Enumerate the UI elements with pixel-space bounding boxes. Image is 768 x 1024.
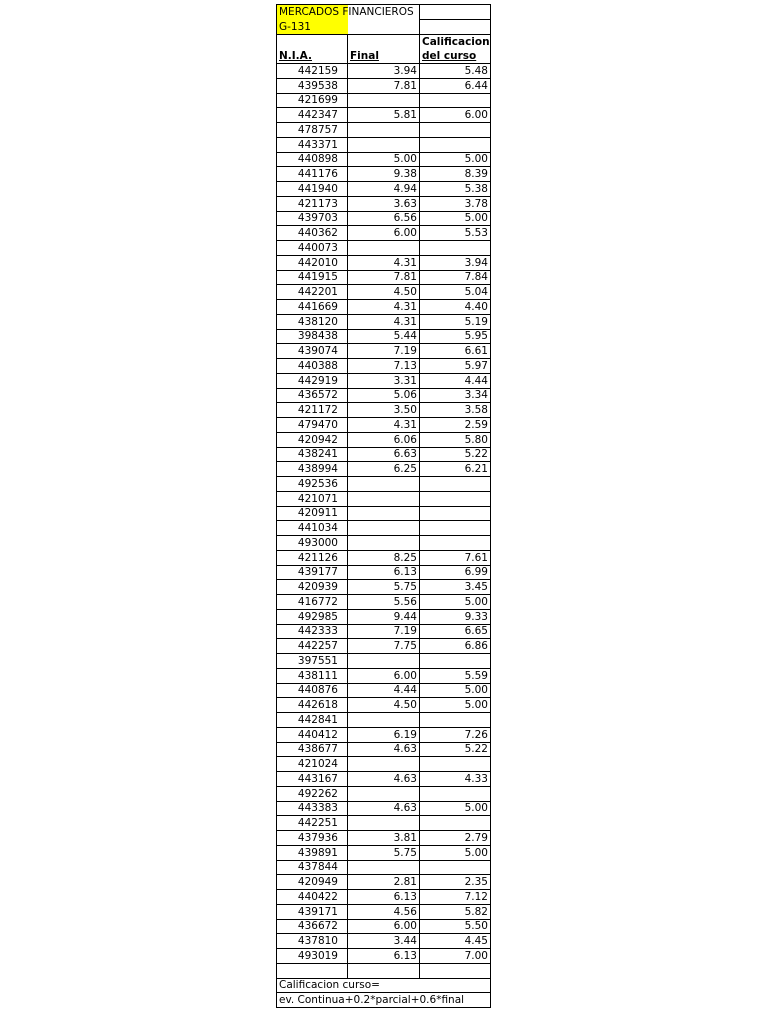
title-cell[interactable] bbox=[277, 5, 414, 20]
table-row bbox=[277, 860, 491, 875]
final-cell[interactable]: 4.31 bbox=[348, 255, 420, 270]
nia-cell[interactable]: 416772 bbox=[277, 595, 348, 610]
nia-cell[interactable]: 492536 bbox=[277, 477, 348, 492]
nia-cell[interactable]: 441176 bbox=[277, 167, 348, 182]
final-cell[interactable]: 6.56 bbox=[348, 211, 420, 226]
calif-cell[interactable] bbox=[420, 137, 491, 152]
calif-cell[interactable] bbox=[420, 506, 491, 521]
final-cell[interactable] bbox=[348, 713, 420, 728]
nia-cell[interactable]: 440073 bbox=[277, 241, 348, 256]
calif-cell[interactable]: 5.59 bbox=[420, 668, 491, 683]
table-row bbox=[277, 772, 491, 787]
final-cell[interactable] bbox=[348, 93, 420, 108]
grades-table-body bbox=[277, 5, 491, 64]
calif-cell[interactable]: 5.53 bbox=[420, 226, 491, 241]
calif-cell[interactable]: 8.39 bbox=[420, 167, 491, 182]
final-cell[interactable]: 4.31 bbox=[348, 300, 420, 315]
table-row bbox=[277, 78, 491, 93]
calif-cell[interactable]: 4.33 bbox=[420, 772, 491, 787]
group-cell-right[interactable] bbox=[420, 19, 491, 34]
nia-cell[interactable]: 443167 bbox=[277, 772, 348, 787]
calif-cell[interactable]: 6.86 bbox=[420, 639, 491, 654]
calif-cell[interactable]: 2.79 bbox=[420, 831, 491, 846]
table-row bbox=[277, 108, 491, 123]
final-cell[interactable]: 5.75 bbox=[348, 845, 420, 860]
table-row bbox=[277, 123, 491, 138]
calif-cell[interactable]: 6.21 bbox=[420, 462, 491, 477]
calif-cell[interactable] bbox=[420, 123, 491, 138]
header-row-2 bbox=[277, 49, 491, 64]
nia-cell[interactable]: 437844 bbox=[277, 860, 348, 875]
table-row bbox=[277, 432, 491, 447]
final-cell[interactable]: 6.06 bbox=[348, 432, 420, 447]
calif-cell[interactable] bbox=[420, 860, 491, 875]
table-row bbox=[277, 462, 491, 477]
calif-cell[interactable] bbox=[420, 654, 491, 669]
final-cell[interactable]: 5.00 bbox=[348, 152, 420, 167]
table-row bbox=[277, 801, 491, 816]
table-row bbox=[277, 698, 491, 713]
calif-cell[interactable]: 7.26 bbox=[420, 727, 491, 742]
table-row bbox=[277, 565, 491, 580]
header-calif-line1[interactable]: Calificacion bbox=[420, 34, 491, 49]
table-row bbox=[277, 93, 491, 108]
calif-cell[interactable] bbox=[420, 521, 491, 536]
final-cell[interactable] bbox=[348, 860, 420, 875]
nia-cell[interactable]: 398438 bbox=[277, 329, 348, 344]
table-row bbox=[277, 831, 491, 846]
calif-cell[interactable]: 7.00 bbox=[420, 949, 491, 964]
header-final-top[interactable] bbox=[348, 34, 420, 49]
nia-cell[interactable]: 443383 bbox=[277, 801, 348, 816]
table-row bbox=[277, 536, 491, 551]
nia-cell[interactable]: 441915 bbox=[277, 270, 348, 285]
final-cell[interactable]: 5.06 bbox=[348, 388, 420, 403]
nia-cell[interactable]: 421071 bbox=[277, 491, 348, 506]
final-cell[interactable]: 8.25 bbox=[348, 550, 420, 565]
calif-cell[interactable]: 5.97 bbox=[420, 359, 491, 374]
calif-cell[interactable]: 5.00 bbox=[420, 845, 491, 860]
calif-cell[interactable]: 5.22 bbox=[420, 447, 491, 462]
table-row bbox=[277, 137, 491, 152]
calif-cell[interactable]: 5.00 bbox=[420, 595, 491, 610]
calif-cell[interactable] bbox=[420, 713, 491, 728]
final-cell[interactable]: 7.19 bbox=[348, 624, 420, 639]
calif-cell[interactable]: 5.22 bbox=[420, 742, 491, 757]
final-cell[interactable]: 7.81 bbox=[348, 270, 420, 285]
nia-cell[interactable]: 492262 bbox=[277, 786, 348, 801]
calif-cell[interactable]: 5.38 bbox=[420, 182, 491, 197]
nia-cell[interactable]: 440362 bbox=[277, 226, 348, 241]
final-cell[interactable]: 4.31 bbox=[348, 314, 420, 329]
final-cell[interactable] bbox=[348, 816, 420, 831]
nia-cell[interactable]: 439074 bbox=[277, 344, 348, 359]
nia-cell[interactable]: 492985 bbox=[277, 609, 348, 624]
table-row bbox=[277, 329, 491, 344]
final-cell[interactable]: 3.44 bbox=[348, 934, 420, 949]
final-cell[interactable]: 4.50 bbox=[348, 698, 420, 713]
nia-cell[interactable]: 478757 bbox=[277, 123, 348, 138]
table-row bbox=[277, 152, 491, 167]
calif-cell[interactable]: 4.45 bbox=[420, 934, 491, 949]
header-row-1 bbox=[277, 34, 491, 49]
table-row bbox=[277, 226, 491, 241]
final-cell[interactable]: 4.63 bbox=[348, 801, 420, 816]
nia-cell[interactable]: 438241 bbox=[277, 447, 348, 462]
nia-cell[interactable]: 437936 bbox=[277, 831, 348, 846]
final-cell[interactable]: 6.63 bbox=[348, 447, 420, 462]
final-cell[interactable]: 6.25 bbox=[348, 462, 420, 477]
nia-cell[interactable]: 440412 bbox=[277, 727, 348, 742]
nia-cell[interactable]: 441034 bbox=[277, 521, 348, 536]
calif-cell[interactable]: 6.61 bbox=[420, 344, 491, 359]
nia-cell[interactable]: 420942 bbox=[277, 432, 348, 447]
table-row bbox=[277, 196, 491, 211]
nia-cell[interactable]: 442251 bbox=[277, 816, 348, 831]
final-cell[interactable] bbox=[348, 137, 420, 152]
nia-cell[interactable]: 443371 bbox=[277, 137, 348, 152]
student-rows bbox=[277, 64, 491, 964]
table-row bbox=[277, 890, 491, 905]
final-cell[interactable] bbox=[348, 536, 420, 551]
calif-cell[interactable]: 5.00 bbox=[420, 801, 491, 816]
final-cell[interactable]: 9.38 bbox=[348, 167, 420, 182]
final-cell[interactable] bbox=[348, 477, 420, 492]
table-row bbox=[277, 167, 491, 182]
calif-cell[interactable]: 4.44 bbox=[420, 373, 491, 388]
final-cell[interactable]: 9.44 bbox=[348, 609, 420, 624]
table-row bbox=[277, 919, 491, 934]
table-row bbox=[277, 403, 491, 418]
calif-cell[interactable]: 5.82 bbox=[420, 904, 491, 919]
calif-cell[interactable]: 5.00 bbox=[420, 211, 491, 226]
table-row bbox=[277, 506, 491, 521]
final-cell[interactable]: 5.56 bbox=[348, 595, 420, 610]
table-row bbox=[277, 344, 491, 359]
nia-cell[interactable]: 420939 bbox=[277, 580, 348, 595]
table-row bbox=[277, 521, 491, 536]
table-row bbox=[277, 388, 491, 403]
final-cell[interactable] bbox=[348, 654, 420, 669]
nia-cell[interactable]: 439538 bbox=[277, 78, 348, 93]
calif-cell[interactable]: 6.00 bbox=[420, 108, 491, 123]
calif-cell[interactable]: 6.99 bbox=[420, 565, 491, 580]
table-row bbox=[277, 904, 491, 919]
blank-cell[interactable] bbox=[277, 963, 348, 978]
table-row bbox=[277, 270, 491, 285]
nia-cell[interactable]: 442841 bbox=[277, 713, 348, 728]
final-cell[interactable] bbox=[348, 757, 420, 772]
table-row bbox=[277, 418, 491, 433]
footer-formula[interactable]: ev. Continua+0.2*parcial+0.6*final bbox=[277, 993, 491, 1008]
calif-cell[interactable]: 7.12 bbox=[420, 890, 491, 905]
table-row bbox=[277, 359, 491, 374]
calif-cell[interactable]: 3.78 bbox=[420, 196, 491, 211]
table-row bbox=[277, 668, 491, 683]
final-cell[interactable]: 5.75 bbox=[348, 580, 420, 595]
table-row bbox=[277, 713, 491, 728]
table-row bbox=[277, 300, 491, 315]
table-row bbox=[277, 447, 491, 462]
calif-cell[interactable]: 9.33 bbox=[420, 609, 491, 624]
final-cell[interactable]: 3.81 bbox=[348, 831, 420, 846]
nia-cell[interactable]: 420949 bbox=[277, 875, 348, 890]
nia-cell[interactable]: 442159 bbox=[277, 64, 348, 79]
table-row bbox=[277, 477, 491, 492]
table-row bbox=[277, 285, 491, 300]
final-cell[interactable] bbox=[348, 123, 420, 138]
final-cell[interactable]: 7.19 bbox=[348, 344, 420, 359]
calif-cell[interactable]: 5.50 bbox=[420, 919, 491, 934]
table-row bbox=[277, 875, 491, 890]
final-cell[interactable]: 7.13 bbox=[348, 359, 420, 374]
table-row bbox=[277, 949, 491, 964]
calif-cell[interactable]: 5.19 bbox=[420, 314, 491, 329]
nia-cell[interactable]: 440388 bbox=[277, 359, 348, 374]
final-cell[interactable] bbox=[348, 786, 420, 801]
nia-cell[interactable]: 442201 bbox=[277, 285, 348, 300]
calif-cell[interactable] bbox=[420, 757, 491, 772]
nia-cell[interactable]: 420911 bbox=[277, 506, 348, 521]
blank-cell[interactable] bbox=[348, 963, 420, 978]
final-cell[interactable]: 3.63 bbox=[348, 196, 420, 211]
calif-cell[interactable]: 3.94 bbox=[420, 255, 491, 270]
calif-cell[interactable] bbox=[420, 477, 491, 492]
calif-cell[interactable]: 5.95 bbox=[420, 329, 491, 344]
title-row bbox=[277, 5, 491, 20]
calif-cell[interactable] bbox=[420, 491, 491, 506]
calif-cell[interactable]: 4.40 bbox=[420, 300, 491, 315]
calif-cell[interactable]: 6.44 bbox=[420, 78, 491, 93]
calif-cell[interactable]: 7.84 bbox=[420, 270, 491, 285]
nia-cell[interactable]: 442347 bbox=[277, 108, 348, 123]
nia-cell[interactable]: 397551 bbox=[277, 654, 348, 669]
table-row bbox=[277, 786, 491, 801]
calif-cell[interactable]: 5.48 bbox=[420, 64, 491, 79]
final-cell[interactable]: 6.13 bbox=[348, 565, 420, 580]
final-cell[interactable]: 6.00 bbox=[348, 668, 420, 683]
calif-cell[interactable]: 2.35 bbox=[420, 875, 491, 890]
sheet-title: MERCADOS FINANCIEROS bbox=[279, 6, 414, 19]
group-cell-empty[interactable] bbox=[348, 19, 420, 34]
table-row bbox=[277, 654, 491, 669]
nia-cell[interactable]: 421699 bbox=[277, 93, 348, 108]
table-row bbox=[277, 64, 491, 79]
nia-cell[interactable]: 440876 bbox=[277, 683, 348, 698]
final-cell[interactable] bbox=[348, 506, 420, 521]
final-cell[interactable]: 6.13 bbox=[348, 949, 420, 964]
table-row bbox=[277, 639, 491, 654]
header-nia-top[interactable] bbox=[277, 34, 348, 49]
nia-cell[interactable]: 442010 bbox=[277, 255, 348, 270]
calif-cell[interactable]: 5.00 bbox=[420, 152, 491, 167]
final-cell[interactable] bbox=[348, 521, 420, 536]
final-cell[interactable]: 7.75 bbox=[348, 639, 420, 654]
nia-cell[interactable]: 421173 bbox=[277, 196, 348, 211]
header-final[interactable]: Final bbox=[348, 49, 420, 64]
final-cell[interactable]: 4.63 bbox=[348, 772, 420, 787]
calif-cell[interactable]: 3.58 bbox=[420, 403, 491, 418]
table-row bbox=[277, 816, 491, 831]
calif-cell[interactable] bbox=[420, 536, 491, 551]
nia-cell[interactable]: 442257 bbox=[277, 639, 348, 654]
calif-cell[interactable] bbox=[420, 241, 491, 256]
group-row bbox=[277, 19, 491, 34]
nia-cell[interactable]: 493019 bbox=[277, 949, 348, 964]
calif-cell[interactable] bbox=[420, 93, 491, 108]
nia-cell[interactable]: 442333 bbox=[277, 624, 348, 639]
final-cell[interactable]: 3.31 bbox=[348, 373, 420, 388]
calif-cell[interactable] bbox=[420, 786, 491, 801]
table-row bbox=[277, 727, 491, 742]
calif-cell[interactable]: 2.59 bbox=[420, 418, 491, 433]
group-label: G-131 bbox=[279, 20, 311, 33]
final-cell[interactable]: 7.81 bbox=[348, 78, 420, 93]
table-row bbox=[277, 314, 491, 329]
table-row bbox=[277, 373, 491, 388]
nia-cell[interactable]: 442919 bbox=[277, 373, 348, 388]
table-row bbox=[277, 742, 491, 757]
final-cell[interactable]: 2.81 bbox=[348, 875, 420, 890]
nia-cell[interactable]: 439891 bbox=[277, 845, 348, 860]
grades-table bbox=[276, 4, 491, 1008]
footer-row-1 bbox=[277, 978, 491, 993]
calif-cell[interactable]: 5.00 bbox=[420, 698, 491, 713]
table-row bbox=[277, 255, 491, 270]
final-cell[interactable]: 4.44 bbox=[348, 683, 420, 698]
table-row bbox=[277, 211, 491, 226]
nia-cell[interactable]: 439703 bbox=[277, 211, 348, 226]
final-cell[interactable]: 4.31 bbox=[348, 418, 420, 433]
blank-cell[interactable] bbox=[420, 963, 491, 978]
nia-cell[interactable]: 438111 bbox=[277, 668, 348, 683]
nia-cell[interactable]: 441669 bbox=[277, 300, 348, 315]
calif-cell[interactable]: 3.45 bbox=[420, 580, 491, 595]
table-row bbox=[277, 845, 491, 860]
final-cell[interactable]: 6.13 bbox=[348, 890, 420, 905]
title-cell-right[interactable] bbox=[420, 5, 491, 20]
final-cell[interactable]: 6.00 bbox=[348, 919, 420, 934]
nia-cell[interactable]: 421024 bbox=[277, 757, 348, 772]
nia-cell[interactable]: 441940 bbox=[277, 182, 348, 197]
nia-cell[interactable]: 437810 bbox=[277, 934, 348, 949]
blank-row bbox=[277, 963, 491, 978]
table-row bbox=[277, 757, 491, 772]
final-cell[interactable]: 4.56 bbox=[348, 904, 420, 919]
header-nia[interactable]: N.I.A. bbox=[277, 49, 348, 64]
final-cell[interactable] bbox=[348, 241, 420, 256]
table-row bbox=[277, 491, 491, 506]
calif-cell[interactable]: 5.00 bbox=[420, 683, 491, 698]
calif-cell[interactable]: 5.04 bbox=[420, 285, 491, 300]
nia-cell[interactable]: 436672 bbox=[277, 919, 348, 934]
final-cell[interactable]: 4.94 bbox=[348, 182, 420, 197]
calif-cell[interactable]: 7.61 bbox=[420, 550, 491, 565]
nia-cell[interactable]: 438994 bbox=[277, 462, 348, 477]
nia-cell[interactable]: 439177 bbox=[277, 565, 348, 580]
final-cell[interactable]: 4.63 bbox=[348, 742, 420, 757]
final-cell[interactable]: 6.00 bbox=[348, 226, 420, 241]
calif-cell[interactable]: 3.34 bbox=[420, 388, 491, 403]
nia-cell[interactable]: 479470 bbox=[277, 418, 348, 433]
nia-cell[interactable]: 493000 bbox=[277, 536, 348, 551]
table-row bbox=[277, 595, 491, 610]
final-cell[interactable] bbox=[348, 491, 420, 506]
table-row bbox=[277, 683, 491, 698]
nia-cell[interactable]: 440422 bbox=[277, 890, 348, 905]
nia-cell[interactable]: 436572 bbox=[277, 388, 348, 403]
calif-cell[interactable]: 6.65 bbox=[420, 624, 491, 639]
final-cell[interactable]: 3.94 bbox=[348, 64, 420, 79]
calif-cell[interactable]: 5.80 bbox=[420, 432, 491, 447]
table-row bbox=[277, 182, 491, 197]
group-cell[interactable] bbox=[277, 19, 348, 34]
nia-cell[interactable]: 421172 bbox=[277, 403, 348, 418]
nia-cell[interactable]: 440898 bbox=[277, 152, 348, 167]
final-cell[interactable]: 4.50 bbox=[348, 285, 420, 300]
final-cell[interactable]: 6.19 bbox=[348, 727, 420, 742]
nia-cell[interactable]: 438677 bbox=[277, 742, 348, 757]
calif-cell[interactable] bbox=[420, 816, 491, 831]
table-row bbox=[277, 934, 491, 949]
footer-row-2 bbox=[277, 993, 491, 1008]
table-row bbox=[277, 550, 491, 565]
final-cell[interactable]: 3.50 bbox=[348, 403, 420, 418]
table-row bbox=[277, 609, 491, 624]
table-row bbox=[277, 624, 491, 639]
nia-cell[interactable]: 439171 bbox=[277, 904, 348, 919]
table-row bbox=[277, 580, 491, 595]
header-calif-line2[interactable]: del curso bbox=[420, 49, 491, 64]
nia-cell[interactable]: 421126 bbox=[277, 550, 348, 565]
nia-cell[interactable]: 438120 bbox=[277, 314, 348, 329]
nia-cell[interactable]: 442618 bbox=[277, 698, 348, 713]
footer-body bbox=[277, 963, 491, 1007]
table-row bbox=[277, 241, 491, 256]
final-cell[interactable]: 5.81 bbox=[348, 108, 420, 123]
final-cell[interactable]: 5.44 bbox=[348, 329, 420, 344]
footer-formula-label[interactable]: Calificacion curso= bbox=[277, 978, 491, 993]
